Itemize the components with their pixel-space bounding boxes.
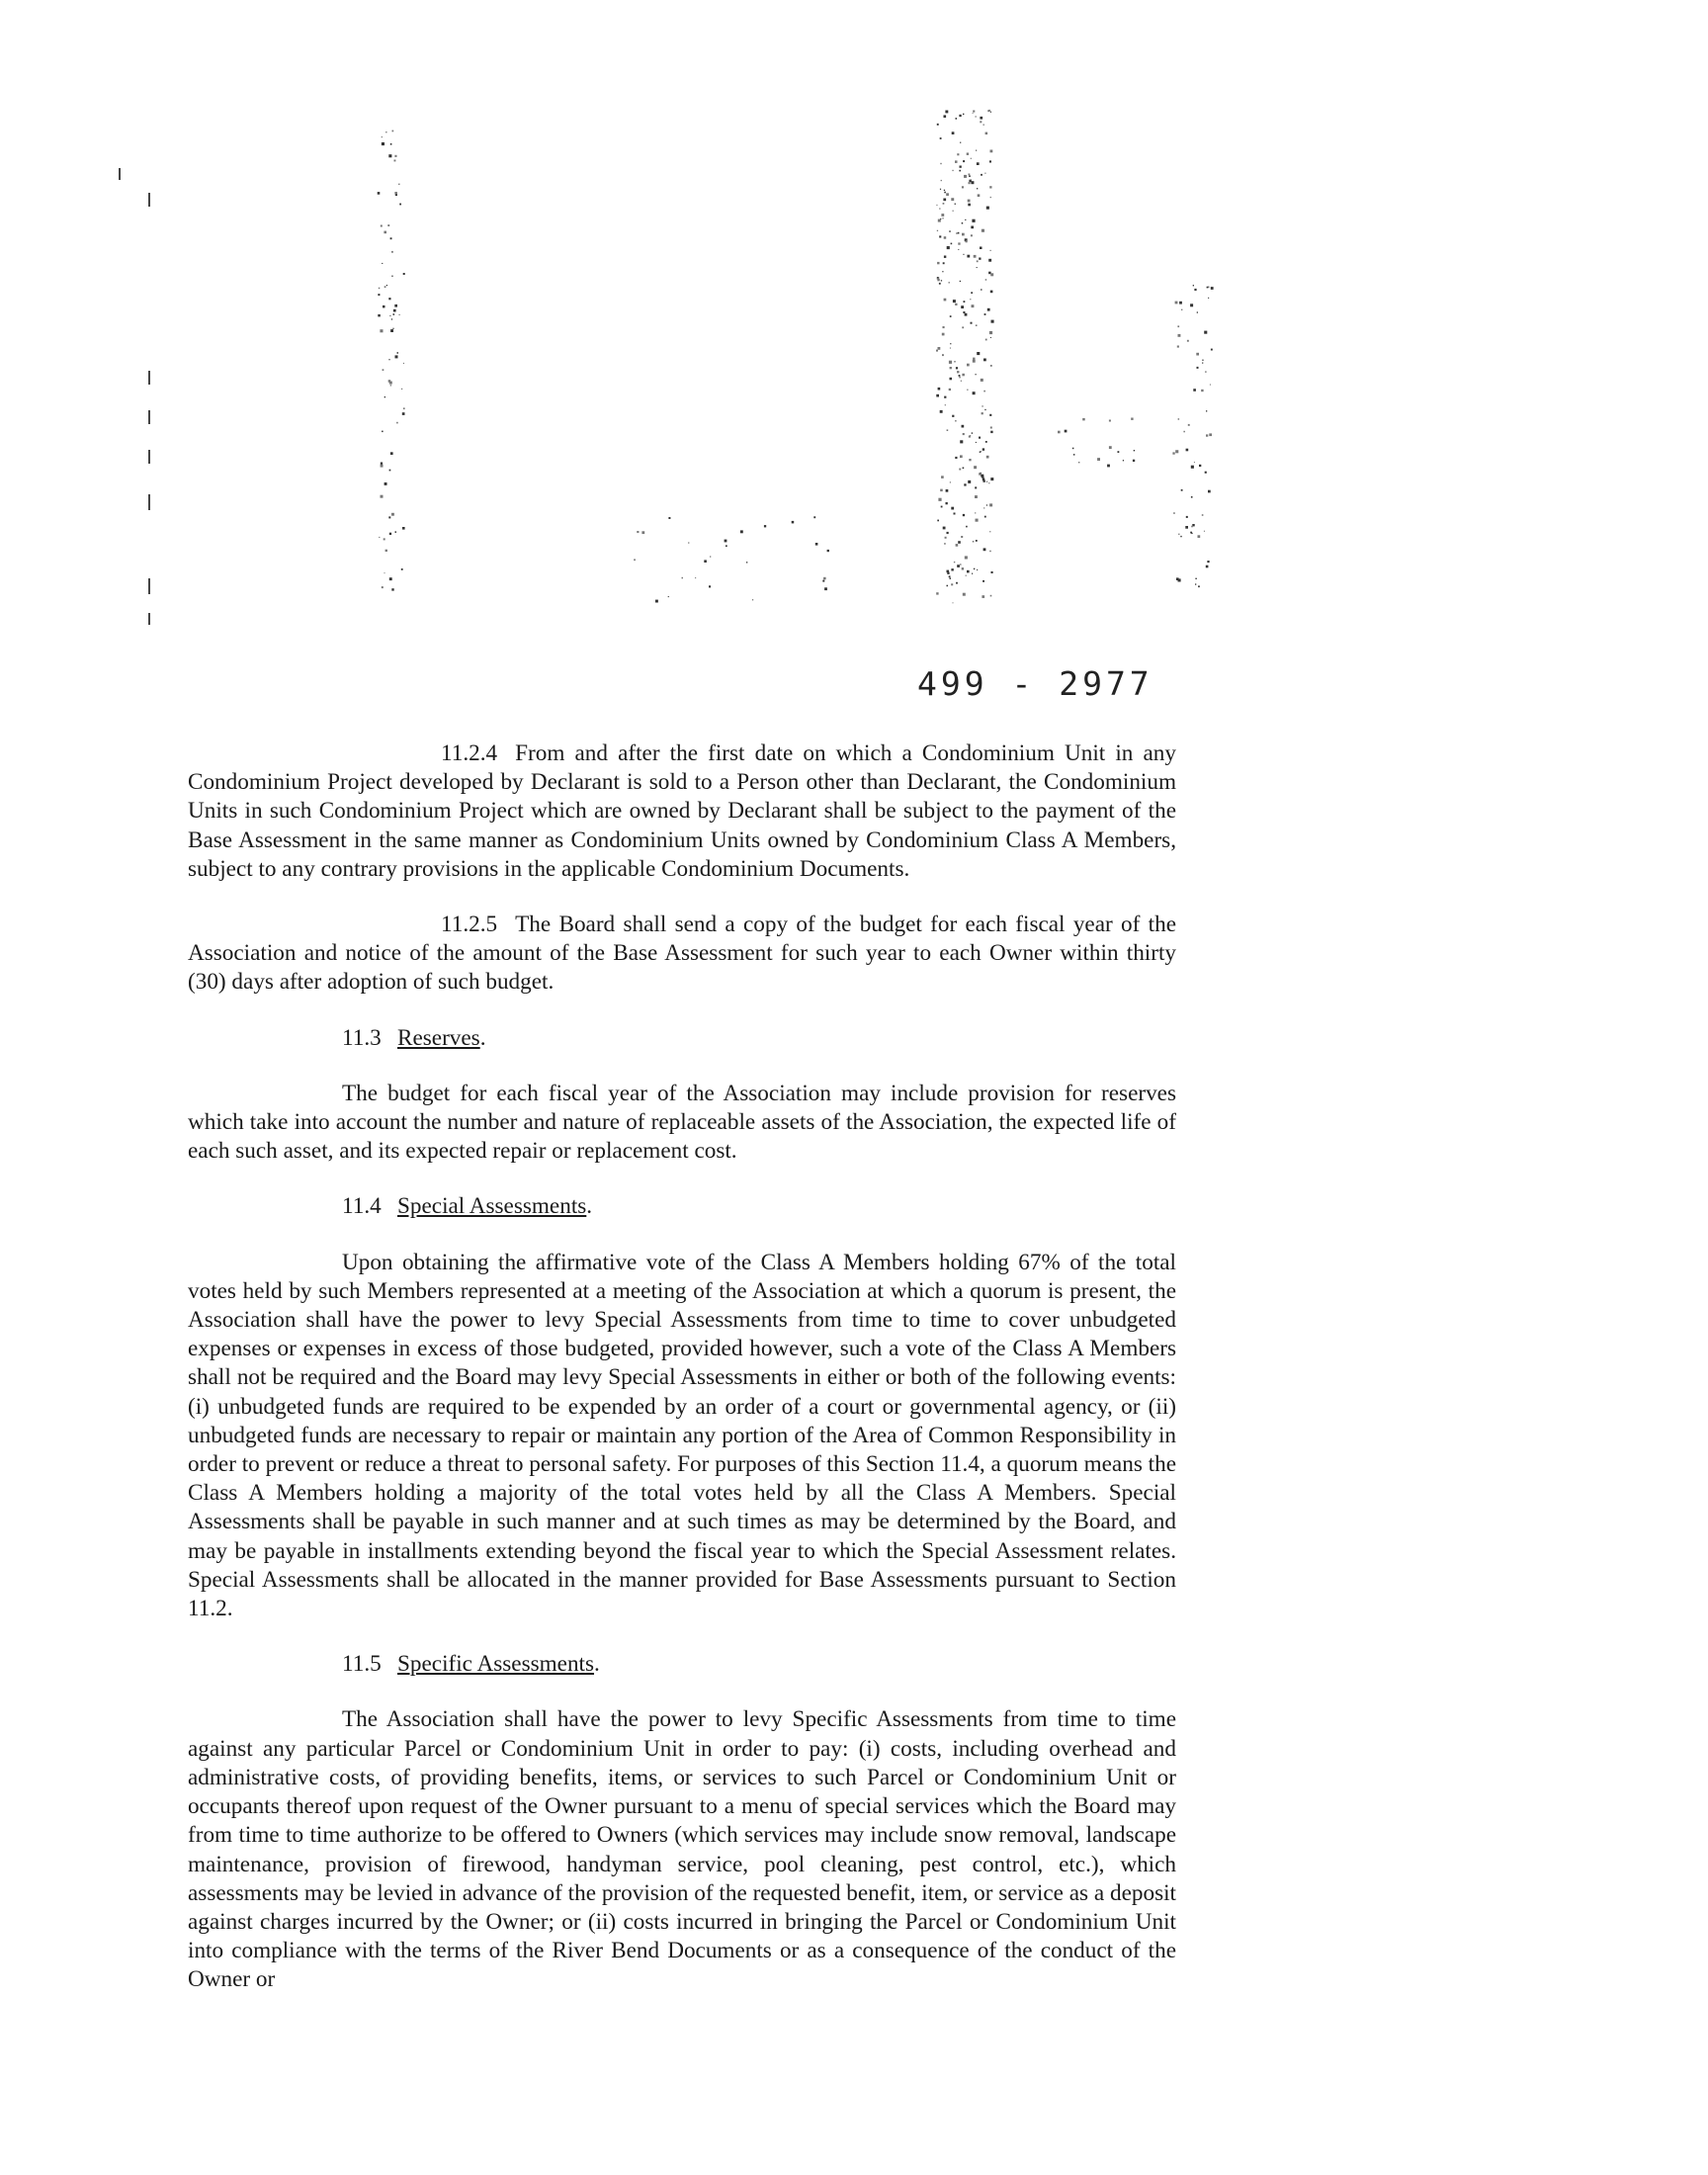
paragraph-reserves (188, 1080, 1176, 1167)
section-heading-11-4 (342, 1192, 1176, 1221)
section-title: Special Assessments (397, 1193, 587, 1220)
paragraph-text: The budget for each fiscal year of the Association may include provision for reserves which take into account the number and nature of replaceable assets of the Association, the expected life of each such asset, and its expected repair or replacement cost. (188, 1080, 1176, 1165)
subsection-number: 11.2.5 (441, 912, 498, 938)
subsection-text: From and after the first date on which a Condominium Unit in any Condominium Project developed by Declarant is sold to a Person other than Declarant, the Condominium Units in such Condominium Project which are owned by Declarant shall be subject to the payment of the Base Assessment in the same manner as Condominium Units owned by Condominium Class A Members, subject to any contrary provisions in the applicable Condominium Documents. (188, 740, 1176, 882)
subsection-text: The Board shall send a copy of the budget for each fiscal year of the Association and notice of the amount of the Base Assessment for such year to each Owner within thirty (30) days after adoption of such budget. (188, 912, 1176, 996)
section-title: Reserves (397, 1024, 480, 1051)
page-number: 499 - 2977 (917, 664, 1153, 703)
subsection-number: 11.2.4 (441, 740, 498, 766)
section-number: 11.5 (342, 1651, 382, 1678)
paragraph-specific-assessments (188, 1705, 1176, 1994)
section-title: Specific Assessments (397, 1651, 595, 1678)
paragraph-special-assessments (188, 1249, 1176, 1624)
section-number: 11.4 (342, 1193, 382, 1220)
section-heading-11-3 (342, 1024, 1176, 1053)
section-title-punct: . (586, 1193, 593, 1220)
paragraph-text: Upon obtaining the affirmative vote of the Class A Members holding 67% of the total votes held by such Members represented at a meeting of the Association at which a quorum is present, the Association shall have the power to levy Special Assessments from time to time to cover unbudgeted expenses or expenses in excess of those budgeted, provided however, such a vote of the Class A Members shall not be required and the Board may levy Special Assessments in either or both of the following events: (i) unbudgeted funds are required to be expended by an order of a court or governmental agency, or (ii) unbudgeted funds are necessary to repair or maintain any portion of the Area of Common Responsibility in order to prevent or reduce a threat to personal safety. For purposes of this Section 11.4, a quorum means the Class A Members holding a majority of the total votes held by all the Class A Members. Special Assessments shall be payable in such manner and at such times as may be determined by the Board, and may be payable in installments extending beyond the fiscal year to which the Special Assessment relates. Special Assessments shall be allocated in the manner provided for Base Assessments pursuant to Section 11.2. (188, 1249, 1176, 1622)
scan-noise (0, 0, 1708, 692)
section-number: 11.3 (342, 1024, 382, 1051)
section-title-punct: . (479, 1024, 486, 1051)
paragraph-text: The Association shall have the power to levy Specific Assessments from time to time against any particular Parcel or Condominium Unit in order to pay: (i) costs, including overhead and administrative costs, of providing benefits, items, or services to such Parcel or Condominium Unit or occupants thereof upon request of the Owner pursuant to a menu of special services which the Board may from time to time authorize to be offered to Owners (which services may include snow removal, landscape maintenance, provision of firewood, handyman service, pool cleaning, pest control, etc.), which assessments may be levied in advance of the provision of the requested benefit, item, or service as a deposit against charges incurred by the Owner; or (ii) costs incurred in bringing the Parcel or Condominium Unit into compliance with the terms of the River Bend Documents or as a consequence of the conduct of the Owner or (188, 1706, 1176, 1993)
section-title-punct: . (594, 1651, 600, 1678)
subsection-11-2-5 (188, 911, 1176, 998)
document-body (188, 740, 1176, 2022)
section-heading-11-5 (342, 1650, 1176, 1679)
subsection-11-2-4 (188, 740, 1176, 884)
